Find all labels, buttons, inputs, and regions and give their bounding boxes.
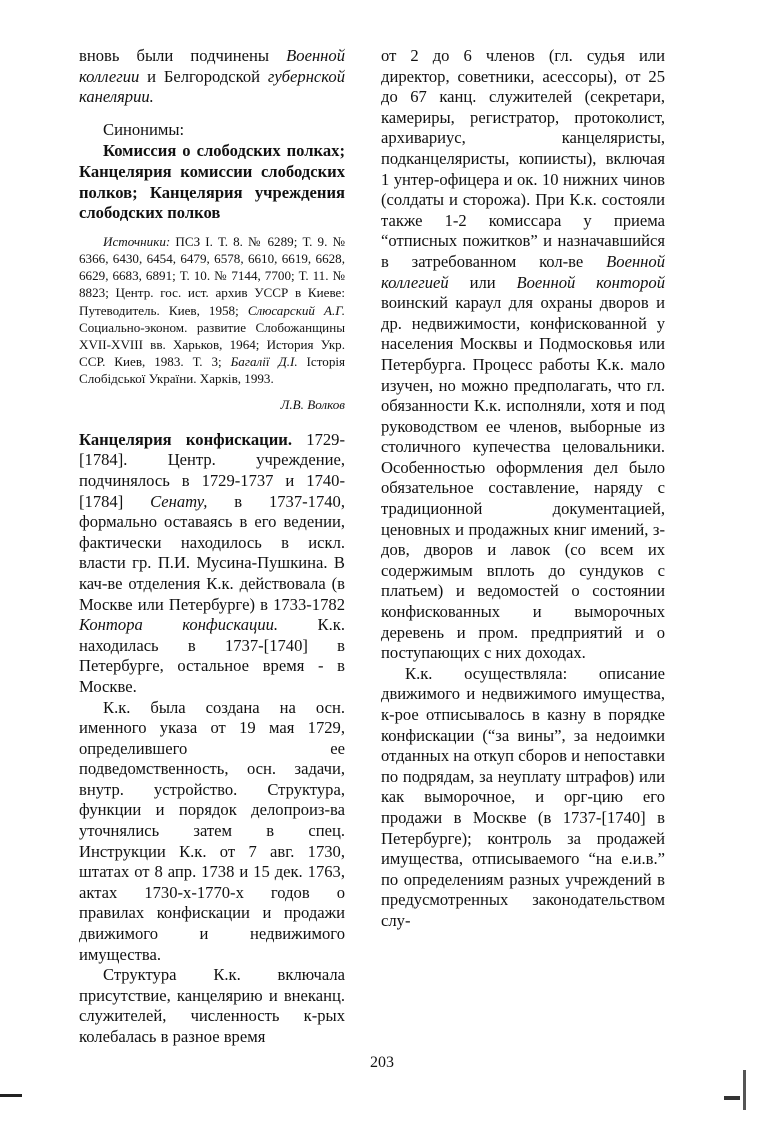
scan-edge-mark-left bbox=[0, 1094, 22, 1097]
sources-text-a: ПСЗ I. Т. 8. № 6289; Т. 9. № 6366, 6430, 6454, 6479, 6578, 6610, 6619, 6628, 6629, 6683, 6891; Т. 10. № 7144, 7700; Т. 11. № 8823; Центр. гос. ист. архив УССР в Киеве: Путеводитель. Киев, 1958; bbox=[79, 233, 345, 318]
scan-edge-mark-right bbox=[724, 1096, 740, 1100]
continuation-or: или bbox=[469, 272, 496, 292]
continuation-text-b: воинский караул для охраны дворов и др. недвижимости, конфискованной у населения Москвы и Подмосковья или Петербурга. Процесс работы К.к. мало изучен, но можно предполагать, что гл. обязанности К.к. исполняли, хотя и под руководством ее членов, выборные из столичного купечества целовальники. Особенностью оформления дел было обязательное составление, наряду с традиционной документацией, ценовных и продажных книг имений, з-дов, дворов и лавок (со всем их содержимым вплоть до сундуков с платьем) и ведомостей о состоянии конфискованных и выморочных деревень и пром. предприятий и о поступающих с них доходах. bbox=[381, 293, 665, 663]
entry-ref-senate: Сенату, bbox=[150, 491, 208, 511]
article-author: Л.В. Волков bbox=[280, 396, 345, 412]
intro-ref-collegium: Военной коллегии bbox=[79, 46, 345, 86]
sources-author-1: Слюсарский А.Г. bbox=[247, 302, 345, 318]
scan-edge-mark-right-vertical bbox=[743, 1070, 746, 1110]
entry-ref-office: Контора конфискации. bbox=[79, 615, 279, 635]
sources-paragraph bbox=[79, 233, 345, 388]
sources-text-c: Історія Слобідської України. Харків, 1993. bbox=[79, 354, 346, 387]
intro-text-mid: и Белгородской bbox=[147, 66, 261, 86]
left-column bbox=[79, 46, 345, 1048]
sources-text-b: Социально-эконом. развитие Слобожанщины XVII-XVIII вв. Харьков, 1964; История Укр. ССР. Киев, 1983. Т. 3; bbox=[79, 319, 345, 370]
intro-ref-chancery: губернской канелярии. bbox=[79, 66, 346, 107]
creation-paragraph: К.к. была создана на осн. именного указа от 19 мая 1729, определившего ее подведомственность, осн. задачи, внутр. устройство. Структура, функции и порядок делопроиз-ва уточнялись затем в спец. Инструкции К.к. от 7 авг. 1730, штатах от 8 апр. 1738 и 15 дек. 1763, актах 1730-х-1770-х годов о правилах конфискации и продажи движимого и недвижимого имущества. bbox=[79, 697, 345, 964]
entry-title: Канцелярия конфискации. bbox=[79, 429, 292, 449]
intro-text: вновь были подчинены bbox=[79, 46, 270, 65]
structure-paragraph: Структура К.к. включала присутствие, канцелярию и внеканц. служителей, численность к-рых колебалась в разное время bbox=[79, 965, 345, 1046]
entry-text-b: в 1737-1740, формально оставаясь в его ведении, фактически находилось в искл. власти гр. П.И. Мусина-Пушкина. В кач-ве отделения К.к. действовала (в Москве или Петербурге) в 1733-1782 bbox=[79, 491, 345, 614]
entry-text-c: К.к. находилась в 1737-[1740] в Петербурге, остальное время - в Москве. bbox=[79, 615, 345, 696]
page-number: 203 bbox=[370, 1054, 394, 1071]
ref-military-office: Военной конторой bbox=[516, 272, 666, 292]
synonyms-list: Комиссия о слободских полках; Канцелярия комиссии слободских полков; Канцелярия учреждения слободских полков bbox=[79, 141, 345, 223]
continuation-text-a: от 2 до 6 членов (гл. судья или директор, советники, асессоры), от 25 до 67 канц. служителей (секретари, камериры, регистратор, протоколист, архивариус, канцеляристы, подканцеляристы, копиисты), включая 1 унтер-офицера и ок. 10 нижних чинов (солдаты и сторожа). При К.к. состояли также 1-2 комиссара у приема “отписных пожитков” и назначавшийся в затребованном кол-ве bbox=[381, 46, 665, 271]
entry-text-a: 1729-[1784]. Центр. учреждение, подчинялось в 1729-1737 и 1740-[1784] bbox=[79, 429, 345, 511]
right-column bbox=[381, 46, 665, 932]
continuation-paragraph bbox=[381, 46, 665, 664]
ref-military-collegium: Военной коллегией bbox=[381, 251, 665, 292]
functions-paragraph: К.к. осуществляла: описание движимого и недвижимого имущества, к-рое отписывалось в казну в порядке конфискации (“за вины”, за недоимки отданных на откуп сборов и непоставки по подрядам, за неуплату штрафов) или как выморочное, и орг-цию его продажи в Москве (в 1737-[1740] в Петербурге); контроль за продажей имущества, отписываемого “на е.и.в.” по определениям разных учреждений в предусмотренных законодательством слу- bbox=[381, 663, 665, 930]
intro-paragraph bbox=[79, 46, 345, 108]
entry-paragraph bbox=[79, 430, 345, 698]
sources-label: Источники: bbox=[103, 233, 171, 249]
synonyms-heading: Синонимы: bbox=[103, 119, 185, 139]
sources-author-2: Багалії Д.І. bbox=[230, 354, 298, 370]
